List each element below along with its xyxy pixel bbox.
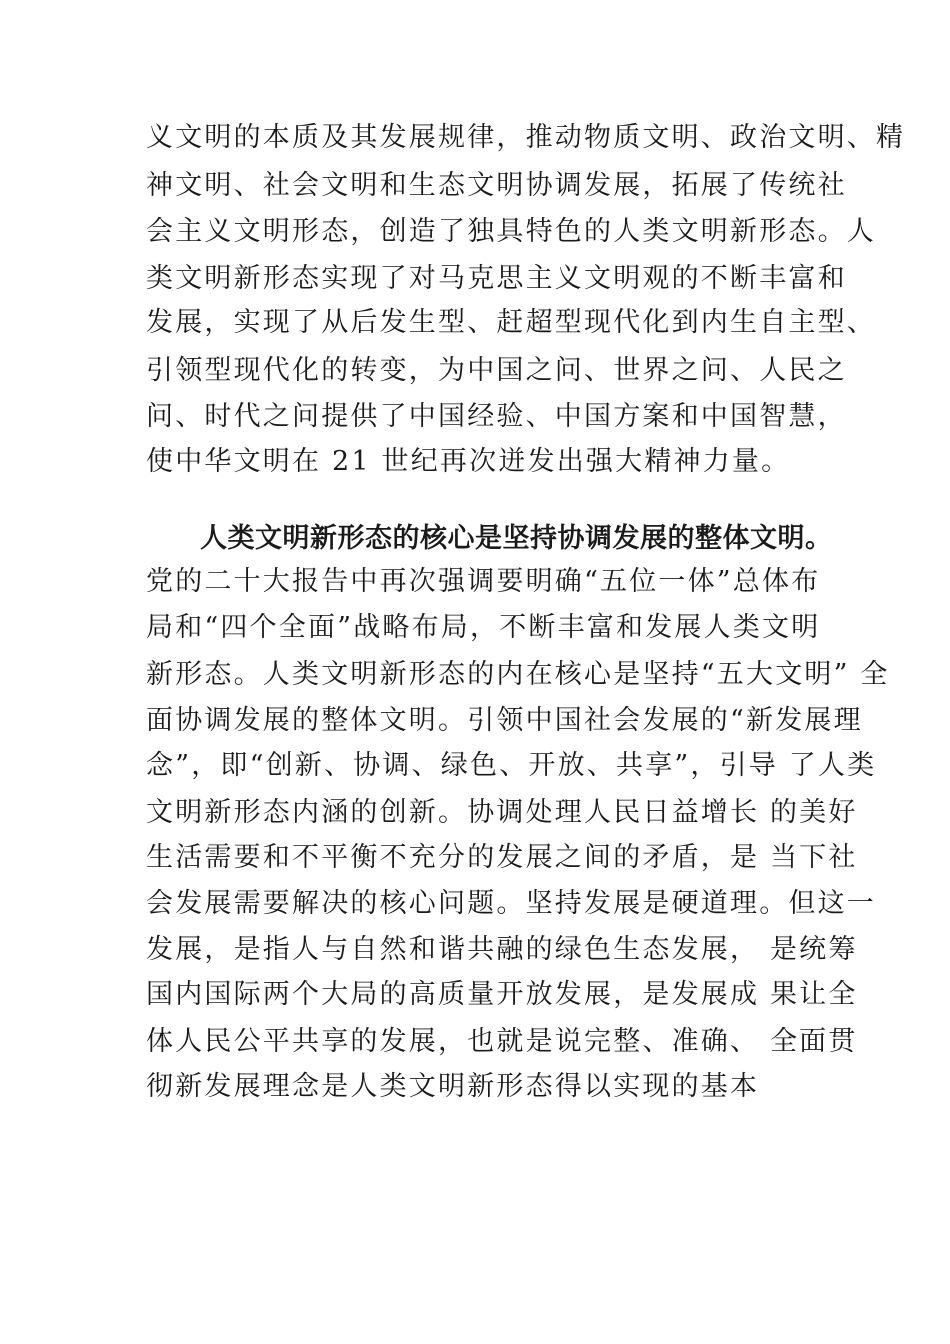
paragraph1-line: 会主义文明形态，创造了独具特色的人类文明新形态。人 [146, 216, 876, 247]
paragraph1-line: 引领型现代化的转变，为中国之问、世界之问、人民之 [146, 355, 847, 386]
paragraph2-line: 文明新形态内涵的创新。协调处理人民日益增长 的美好 [146, 797, 858, 828]
paragraph2-line: 体人民公平共享的发展，也就是说完整、准确、 全面贯 [146, 1026, 858, 1057]
paragraph2-line: 国内国际两个大局的高质量开放发展，是发展成 果让全 [146, 979, 858, 1010]
paragraph2-line: 面协调发展的整体文明。引领中国社会发展的“新发展理 [146, 705, 863, 736]
paragraph2-line: 新形态。人类文明新形态的内在核心是坚持“五大文明” 全 [146, 659, 890, 690]
section-heading: 人类文明新形态的核心是坚持协调发展的整体文明。 [200, 523, 833, 554]
paragraph2-line: 彻新发展理念是人类文明新形态得以实现的基本 [146, 1071, 760, 1102]
paragraph1-line: 神文明、社会文明和生态文明协调发展，拓展了传统社 [146, 170, 847, 201]
paragraph1-line: 使中华文明在 21 世纪再次迸发出强大精神力量。 [146, 446, 791, 477]
paragraph2-line: 党的二十大报告中再次强调要明确“五位一体”总体布 [146, 566, 821, 597]
paragraph1-line: 问、时代之问提供了中国经验、中国方案和中国智慧， [146, 401, 847, 432]
paragraph2-line: 会发展需要解决的核心问题。坚持发展是硬道理。但这一 [146, 888, 876, 919]
paragraph2-line: 生活需要和不平衡不充分的发展之间的矛盾，是 当下社 [146, 842, 858, 873]
paragraph1-line: 类文明新形态实现了对马克思主义文明观的不断丰富和 [146, 263, 847, 294]
paragraph1-line: 义文明的本质及其发展规律，推动物质文明、政治文明、精 [146, 122, 906, 153]
paragraph1-line: 发展，实现了从后发生型、赶超型现代化到内生自主型、 [146, 307, 876, 338]
paragraph2-line: 发展，是指人与自然和谐共融的绿色生态发展， 是统筹 [146, 934, 858, 965]
paragraph2-line: 念”，即“创新、协调、绿色、开放、共享”，引导 了人类 [146, 750, 877, 781]
paragraph2-line: 局和“四个全面”战略布局，不断丰富和发展人类文明 [146, 612, 821, 643]
